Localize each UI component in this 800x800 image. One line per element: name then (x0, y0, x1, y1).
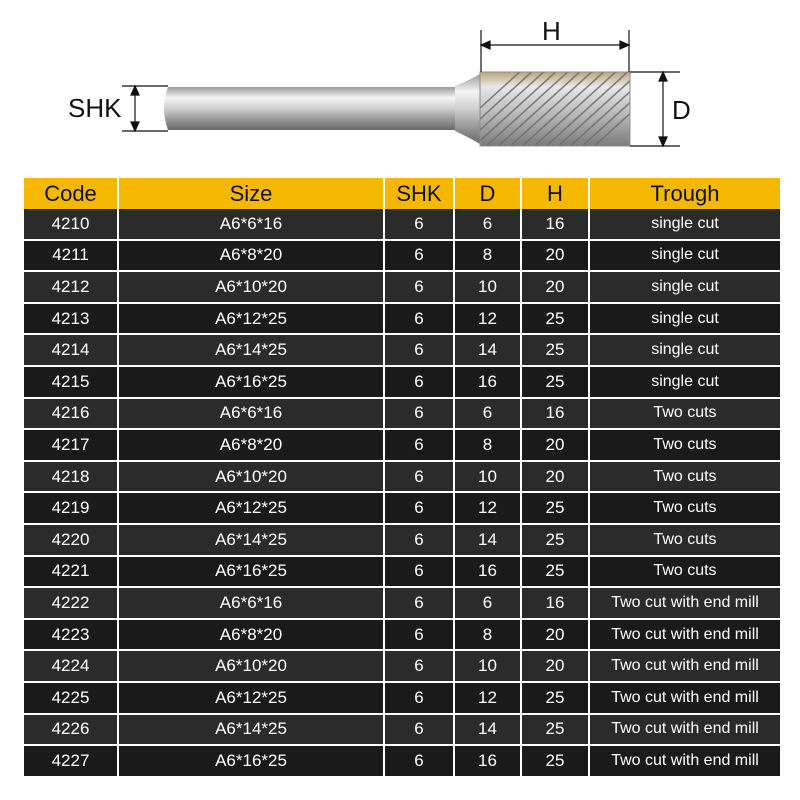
cell-h: 25 (521, 556, 589, 588)
cell-d: 6 (454, 398, 521, 430)
cell-size: A6*10*20 (118, 650, 384, 682)
shk-dimension (122, 86, 168, 131)
cell-code: 4223 (24, 619, 118, 651)
cell-code: 4226 (24, 714, 118, 746)
cell-size: A6*10*20 (118, 271, 384, 303)
cell-shk: 6 (384, 240, 454, 272)
cell-shk: 6 (384, 366, 454, 398)
cell-shk: 6 (384, 209, 454, 240)
cell-h: 20 (521, 619, 589, 651)
cell-code: 4213 (24, 303, 118, 335)
cell-trough: Two cut with end mill (589, 587, 780, 619)
cell-trough: single cut (589, 366, 780, 398)
cell-h: 16 (521, 209, 589, 240)
table-row (24, 303, 780, 335)
cell-code: 4227 (24, 745, 118, 777)
cell-h: 16 (521, 587, 589, 619)
cell-h: 16 (521, 398, 589, 430)
cell-shk: 6 (384, 682, 454, 714)
cell-h: 25 (521, 714, 589, 746)
product-diagram (0, 0, 800, 170)
shank (164, 74, 480, 144)
cell-d: 10 (454, 650, 521, 682)
table-row (24, 619, 780, 651)
header-trough: Trough (589, 178, 780, 209)
cell-code: 4211 (24, 240, 118, 272)
cell-code: 4225 (24, 682, 118, 714)
cell-code: 4222 (24, 587, 118, 619)
cell-size: A6*8*20 (118, 429, 384, 461)
cell-shk: 6 (384, 334, 454, 366)
cell-trough: single cut (589, 240, 780, 272)
table-row (24, 334, 780, 366)
cell-size: A6*12*25 (118, 682, 384, 714)
table-header-row (24, 178, 780, 209)
cell-d: 12 (454, 682, 521, 714)
table-row (24, 398, 780, 430)
cell-d: 8 (454, 429, 521, 461)
cell-shk: 6 (384, 303, 454, 335)
cell-shk: 6 (384, 650, 454, 682)
cell-shk: 6 (384, 461, 454, 493)
header-code: Code (24, 178, 118, 209)
header-h: H (521, 178, 589, 209)
cell-d: 16 (454, 745, 521, 777)
cell-shk: 6 (384, 429, 454, 461)
cell-size: A6*12*25 (118, 492, 384, 524)
cell-h: 25 (521, 334, 589, 366)
cell-size: A6*8*20 (118, 240, 384, 272)
table-row (24, 524, 780, 556)
cell-d: 10 (454, 461, 521, 493)
cell-d: 14 (454, 714, 521, 746)
cell-d: 12 (454, 492, 521, 524)
cell-d: 6 (454, 209, 521, 240)
cell-shk: 6 (384, 524, 454, 556)
cell-trough: Two cuts (589, 556, 780, 588)
cell-size: A6*16*25 (118, 366, 384, 398)
cell-h: 25 (521, 492, 589, 524)
cell-trough: Two cuts (589, 461, 780, 493)
cell-code: 4224 (24, 650, 118, 682)
table-row (24, 650, 780, 682)
cell-shk: 6 (384, 398, 454, 430)
cell-d: 14 (454, 334, 521, 366)
cell-shk: 6 (384, 745, 454, 777)
shk-label: SHK (68, 93, 122, 123)
cell-h: 25 (521, 366, 589, 398)
cell-d: 12 (454, 303, 521, 335)
table-body (24, 209, 780, 777)
cell-code: 4218 (24, 461, 118, 493)
cell-code: 4220 (24, 524, 118, 556)
table-row (24, 714, 780, 746)
cell-trough: Two cuts (589, 492, 780, 524)
cell-size: A6*8*20 (118, 619, 384, 651)
cell-h: 20 (521, 240, 589, 272)
cell-trough: Two cut with end mill (589, 650, 780, 682)
cell-trough: single cut (589, 209, 780, 240)
cell-d: 10 (454, 271, 521, 303)
cell-h: 25 (521, 745, 589, 777)
header-size: Size (118, 178, 384, 209)
table-row (24, 556, 780, 588)
cell-size: A6*16*25 (118, 745, 384, 777)
h-label: H (542, 16, 561, 46)
cell-d: 6 (454, 587, 521, 619)
cell-code: 4215 (24, 366, 118, 398)
cell-size: A6*6*16 (118, 209, 384, 240)
cell-code: 4219 (24, 492, 118, 524)
cell-h: 25 (521, 303, 589, 335)
cell-d: 14 (454, 524, 521, 556)
cell-size: A6*16*25 (118, 556, 384, 588)
cell-trough: Two cuts (589, 524, 780, 556)
spec-table (24, 178, 780, 778)
cell-shk: 6 (384, 619, 454, 651)
cell-trough: Two cut with end mill (589, 714, 780, 746)
table-row (24, 587, 780, 619)
table-row (24, 745, 780, 777)
table-row (24, 461, 780, 493)
d-label: D (672, 95, 691, 125)
cell-shk: 6 (384, 492, 454, 524)
cell-size: A6*12*25 (118, 303, 384, 335)
table-row (24, 492, 780, 524)
table-row (24, 209, 780, 240)
table-row (24, 682, 780, 714)
cell-trough: Two cut with end mill (589, 619, 780, 651)
cell-code: 4214 (24, 334, 118, 366)
cell-code: 4216 (24, 398, 118, 430)
burr-bit-illustration (0, 0, 800, 170)
cell-size: A6*14*25 (118, 334, 384, 366)
header-shk: SHK (384, 178, 454, 209)
cell-size: A6*6*16 (118, 587, 384, 619)
cell-d: 8 (454, 619, 521, 651)
cell-h: 20 (521, 461, 589, 493)
table-row (24, 429, 780, 461)
cell-shk: 6 (384, 714, 454, 746)
cell-d: 8 (454, 240, 521, 272)
cell-h: 20 (521, 271, 589, 303)
table-row (24, 240, 780, 272)
cell-code: 4212 (24, 271, 118, 303)
cell-code: 4217 (24, 429, 118, 461)
cell-trough: single cut (589, 271, 780, 303)
cell-trough: single cut (589, 303, 780, 335)
header-d: D (454, 178, 521, 209)
cell-h: 20 (521, 650, 589, 682)
cell-trough: single cut (589, 334, 780, 366)
cell-trough: Two cuts (589, 398, 780, 430)
cell-size: A6*10*20 (118, 461, 384, 493)
cell-h: 25 (521, 524, 589, 556)
cell-trough: Two cuts (589, 429, 780, 461)
cell-shk: 6 (384, 587, 454, 619)
table-row (24, 366, 780, 398)
cell-h: 20 (521, 429, 589, 461)
cell-code: 4210 (24, 209, 118, 240)
cell-shk: 6 (384, 271, 454, 303)
cell-size: A6*14*25 (118, 714, 384, 746)
table-row (24, 271, 780, 303)
cell-shk: 6 (384, 556, 454, 588)
cell-d: 16 (454, 556, 521, 588)
cell-code: 4221 (24, 556, 118, 588)
cell-size: A6*14*25 (118, 524, 384, 556)
cell-trough: Two cut with end mill (589, 745, 780, 777)
cell-size: A6*6*16 (118, 398, 384, 430)
cell-h: 25 (521, 682, 589, 714)
cell-trough: Two cut with end mill (589, 682, 780, 714)
cell-d: 16 (454, 366, 521, 398)
